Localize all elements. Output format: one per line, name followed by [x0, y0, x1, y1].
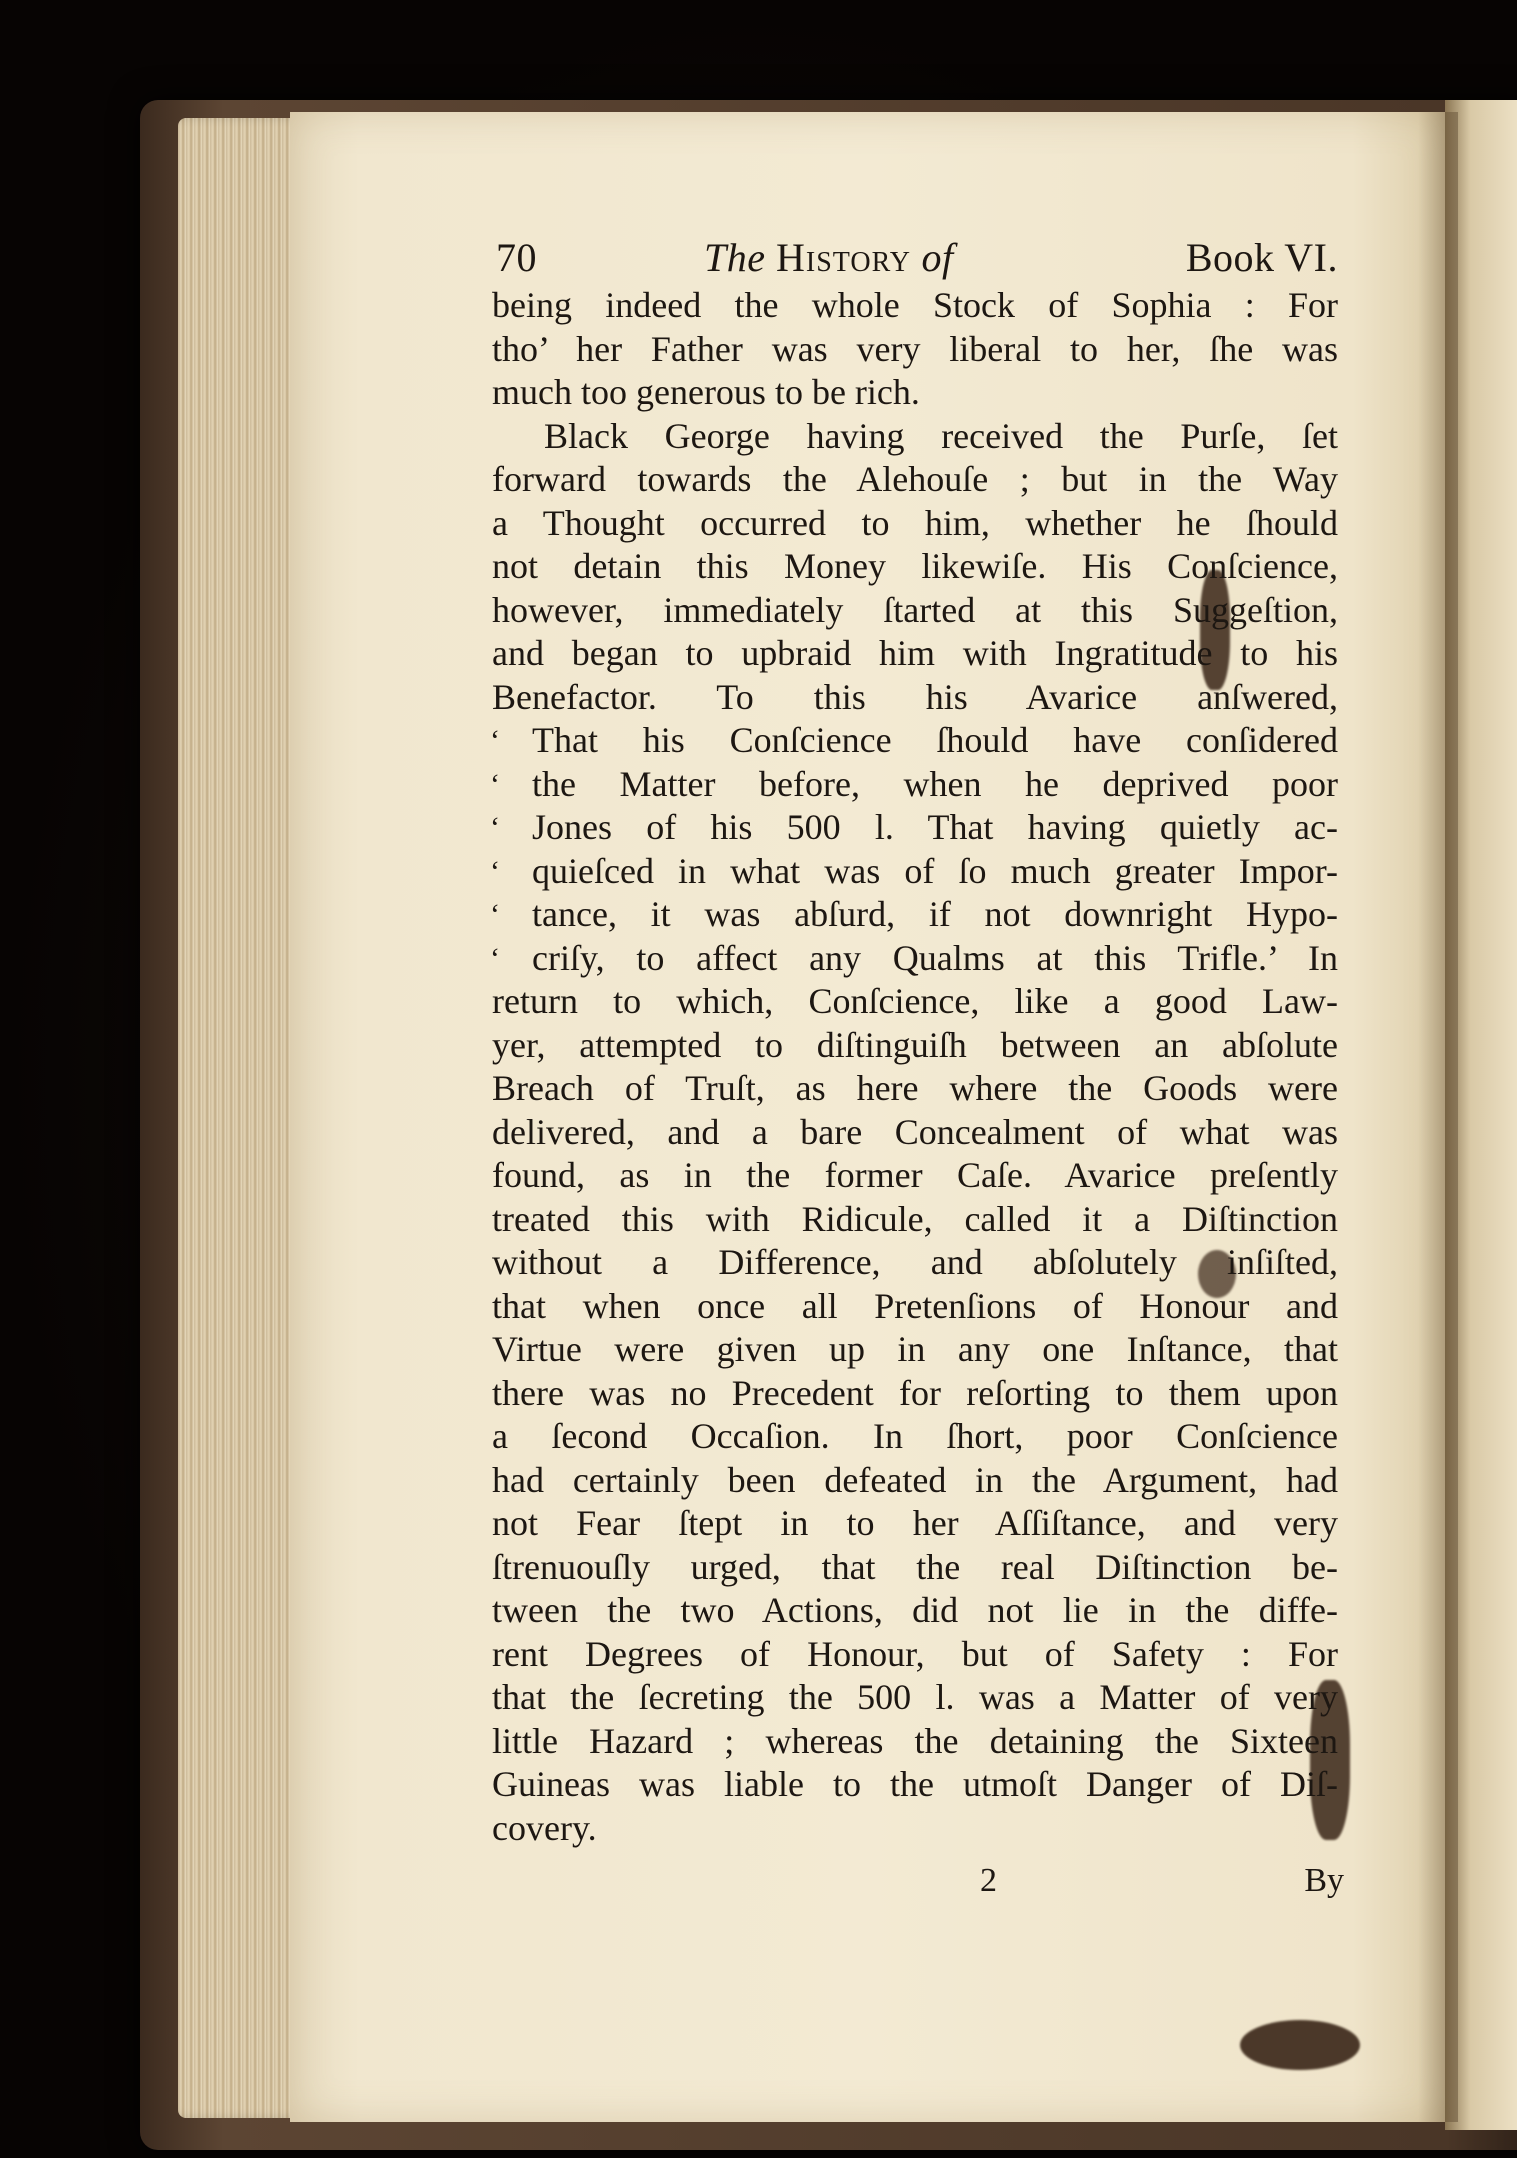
text-line-content: Guineas was liable to the utmoſt Danger of Diſ- [492, 1764, 1338, 1804]
text-line [492, 458, 1338, 502]
quote-mark: ‘ [490, 724, 500, 757]
text-line [492, 937, 1338, 981]
text-line-content: delivered, and a bare Concealment of what was [492, 1111, 1338, 1152]
stain-bottom [1240, 2020, 1360, 2070]
gutter-shadow [1418, 112, 1458, 2122]
quote-mark: ‘ [490, 854, 500, 888]
text-line-content: had certainly been defeated in the Argument, had [492, 1459, 1338, 1500]
text-line-content: a ſecond Occaſion. In ſhort, poor Conſcience [492, 1416, 1338, 1456]
text-line [492, 1633, 1338, 1677]
text-line [492, 328, 1338, 372]
text-line [492, 1807, 1338, 1851]
text-line-content: forward towards the Alehouſe ; but in the Way [492, 459, 1338, 499]
text-line [492, 1589, 1338, 1633]
text-line [492, 980, 1338, 1024]
quote-mark: ‘ [490, 767, 500, 801]
text-line-content: not Fear ſtept in to her Aſſiſtance, and very [492, 1503, 1338, 1543]
text-line [492, 632, 1338, 676]
quote-mark: ‘ [490, 811, 500, 844]
text-line-content: Black George having received the Purſe, ſet [544, 415, 1338, 456]
text-line-content: that the ſecreting the 500 l. was a Matter of very [492, 1677, 1338, 1717]
page-edges [178, 118, 308, 2118]
text-line-content: that when once all Pretenſions of Honour and [492, 1285, 1338, 1326]
text-line-content: not detain this Money likewiſe. His Conſcience, [492, 546, 1338, 586]
text-line-content: yer, attempted to diſtinguiſh between an abſolute [492, 1024, 1338, 1065]
catchword: By [1304, 1862, 1344, 1899]
text-line [492, 850, 1338, 894]
book-number: Book VI. [1185, 235, 1338, 280]
text-line-content: treated this with Ridicule, called it a Diſtinction [492, 1198, 1338, 1239]
text-line [492, 1285, 1338, 1329]
text-line [492, 1154, 1338, 1198]
body-text [492, 284, 1338, 1850]
text-line [492, 415, 1338, 459]
text-line [492, 589, 1338, 633]
text-line-content: tween the two Actions, did not lie in the diffe- [492, 1590, 1338, 1630]
text-line [492, 502, 1338, 546]
text-line-content: Jones of his 500 l. That having quietly ac- [532, 807, 1338, 847]
text-line-content: Benefactor. To this his Avarice anſwered, [492, 676, 1338, 717]
text-line [492, 676, 1338, 720]
text-line-content: covery. [492, 1807, 597, 1848]
text-line-content: That his Conſcience ſhould have conſidered [532, 720, 1338, 760]
text-line [492, 763, 1338, 807]
page-footer [492, 1862, 1344, 1922]
text-line [492, 1720, 1338, 1764]
text-line [492, 1415, 1338, 1459]
quote-mark: ‘ [490, 898, 500, 931]
text-line-content: little Hazard ; whereas the detaining the Sixteen [492, 1720, 1338, 1761]
text-line [492, 1111, 1338, 1155]
text-line-content: a Thought occurred to him, whether he ſhould [492, 502, 1338, 543]
text-line [492, 1763, 1338, 1807]
text-line [492, 1372, 1338, 1416]
text-line [492, 1067, 1338, 1111]
text-line-content: criſy, to affect any Qualms at this Trifle.’ In [532, 937, 1338, 978]
text-line [492, 1676, 1338, 1720]
text-line-content: being indeed the whole Stock of Sophia : For [492, 285, 1338, 325]
page-number: 70 [496, 235, 537, 280]
running-title-of: of [921, 235, 954, 280]
text-line-content: rent Degrees of Honour, but of Safety : For [492, 1633, 1338, 1674]
text-line-content: there was no Precedent for reſorting to them upon [492, 1372, 1338, 1413]
running-head [492, 232, 1338, 284]
text-line [492, 893, 1338, 937]
text-line [492, 1546, 1338, 1590]
text-line-content: Virtue were given up in any one Inſtance, that [492, 1329, 1338, 1369]
text-block [490, 232, 1344, 1922]
text-line-content: the Matter before, when he deprived poor [532, 763, 1338, 804]
text-line [492, 1198, 1338, 1242]
text-line [492, 284, 1338, 328]
signature-mark: 2 [980, 1862, 997, 1899]
text-line [492, 1459, 1338, 1503]
text-line-content: however, immediately ſtarted at this Suggeſtion, [492, 589, 1338, 630]
text-line [492, 1502, 1338, 1546]
text-line-content: tho’ her Father was very liberal to her, ſhe was [492, 328, 1338, 369]
running-title-history: History [776, 235, 911, 280]
text-line-content: quieſced in what was of ſo much greater Impor- [532, 850, 1338, 891]
text-line-content: return to which, Conſcience, like a good Law- [492, 981, 1338, 1021]
quote-mark: ‘ [490, 941, 500, 975]
text-line-content: and began to upbraid him with Ingratitude to his [492, 633, 1338, 673]
text-line [492, 1328, 1338, 1372]
text-line-content: Breach of Truſt, as here where the Goods were [492, 1068, 1338, 1108]
text-line-content: tance, it was abſurd, if not downright Hypo- [532, 894, 1338, 934]
text-line [492, 545, 1338, 589]
text-line [492, 1241, 1338, 1285]
running-title-the: The [704, 235, 766, 280]
text-line [492, 806, 1338, 850]
text-line [492, 1024, 1338, 1068]
text-line-content: without a Difference, and abſolutely inſiſted, [492, 1242, 1338, 1282]
text-line-content: ſtrenuouſly urged, that the real Diſtinction be- [492, 1546, 1338, 1587]
text-line [492, 719, 1338, 763]
running-title [704, 232, 954, 284]
text-line-content: much too generous to be rich. [492, 372, 920, 412]
text-line-content: found, as in the former Caſe. Avarice preſently [492, 1155, 1338, 1195]
text-line [492, 371, 1338, 415]
